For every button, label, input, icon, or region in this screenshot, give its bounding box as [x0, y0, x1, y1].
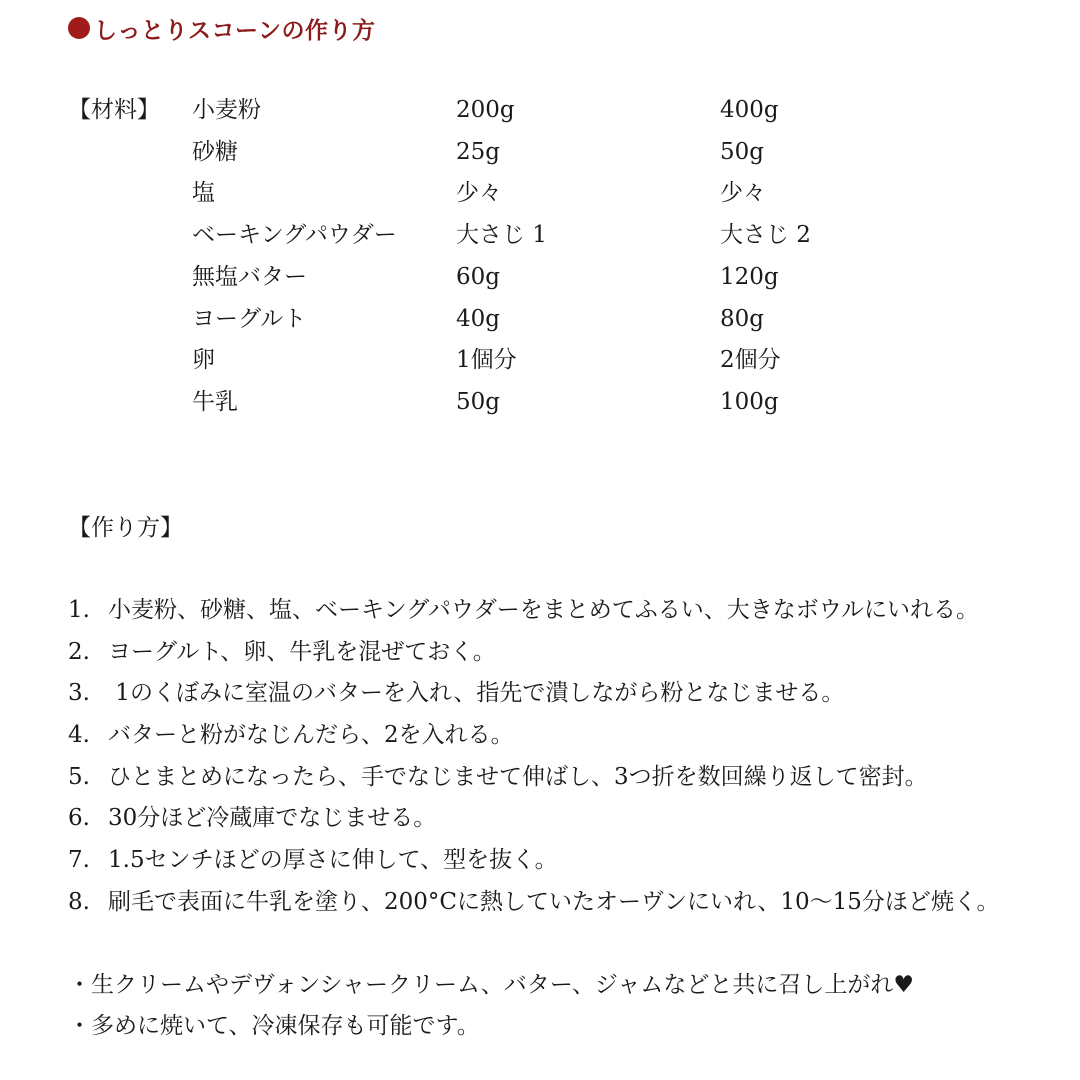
ingredient-quantity-1: 25g: [456, 139, 500, 165]
method-step: [68, 759, 1058, 795]
ingredient-row: [0, 384, 1080, 420]
storage-note: ・多めに焼いて、冷凍保存も可能です。: [68, 1013, 480, 1039]
ingredient-quantity-1: 60g: [456, 264, 500, 290]
ingredient-quantity-2: 80g: [720, 306, 764, 332]
step-number: 4.: [68, 722, 90, 748]
ingredient-quantity-2: 100g: [720, 389, 779, 415]
step-text: バターと粉がなじんだら、2を入れる。: [108, 722, 514, 748]
method-step: [68, 842, 1058, 878]
step-text: 小麦粉、砂糖、塩、ベーキングパウダーをまとめてふるい、大きなボウルにいれる。: [108, 597, 980, 623]
ingredient-quantity-2: 120g: [720, 264, 779, 290]
ingredient-name: 卵: [192, 347, 215, 373]
ingredient-quantity-1: 50g: [456, 389, 500, 415]
ingredient-quantity-2: 大さじ 2: [720, 222, 811, 248]
step-number: 6.: [68, 805, 90, 831]
method-step: [68, 675, 1058, 711]
step-text: ヨーグルト、卵、牛乳を混ぜておく。: [108, 639, 496, 665]
step-number: 5.: [68, 764, 90, 790]
ingredient-name: 塩: [192, 180, 215, 206]
method-heading: 【作り方】: [68, 515, 183, 541]
step-number: 8.: [68, 889, 90, 915]
ingredient-quantity-1: 1個分: [456, 347, 517, 373]
recipe-title: [68, 10, 376, 46]
step-number: 3.: [68, 680, 90, 706]
ingredient-quantity-2: 2個分: [720, 347, 781, 373]
ingredient-name: 無塩バター: [192, 264, 307, 290]
materials-heading: 【材料】: [68, 97, 160, 123]
red-bullet-icon: [68, 17, 90, 39]
ingredient-row: [0, 301, 1080, 337]
step-text: 30分ほど冷蔵庫でなじませる。: [108, 805, 437, 831]
ingredient-quantity-2: 50g: [720, 139, 764, 165]
step-text: 刷毛で表面に牛乳を塗り、200°Cに熱していたオーヴンにいれ、10〜15分ほど焼く。: [108, 889, 1000, 915]
method-step: [68, 717, 1058, 753]
ingredient-row: [0, 342, 1080, 378]
ingredient-quantity-1: 200g: [456, 97, 515, 123]
serving-note: ・生クリームやデヴォンシャークリーム、バター、ジャムなどと共に召し上がれ♥: [68, 972, 914, 998]
ingredient-name: 牛乳: [192, 389, 238, 415]
step-number: 1.: [68, 597, 90, 623]
ingredient-quantity-1: 40g: [456, 306, 500, 332]
step-text: 1のくぼみに室温のバターを入れ、指先で潰しながら粉となじませる。: [108, 680, 845, 706]
ingredient-row: [0, 175, 1080, 211]
ingredient-row: [0, 217, 1080, 253]
ingredient-quantity-2: 400g: [720, 97, 779, 123]
method-step: [68, 800, 1058, 836]
step-number: 7.: [68, 847, 90, 873]
method-step: [68, 634, 1058, 670]
ingredient-name: 小麦粉: [192, 97, 261, 123]
method-step: [68, 592, 1058, 628]
step-text: ひとまとめになったら、手でなじませて伸ばし、3つ折を数回繰り返して密封。: [108, 764, 928, 790]
ingredient-name: ヨーグルト: [192, 306, 307, 332]
step-text: 1.5センチほどの厚さに伸して、型を抜く。: [108, 847, 558, 873]
step-number: 2.: [68, 639, 90, 665]
ingredient-quantity-1: 大さじ 1: [456, 222, 547, 248]
ingredient-name: 砂糖: [192, 139, 238, 165]
recipe-title-text: しっとりスコーンの作り方: [94, 16, 376, 44]
ingredient-quantity-2: 少々: [720, 180, 766, 206]
ingredient-row: [0, 134, 1080, 170]
ingredient-row: [0, 92, 1080, 128]
method-step: [68, 884, 1058, 920]
ingredient-row: [0, 259, 1080, 295]
ingredient-name: ベーキングパウダー: [192, 222, 397, 248]
ingredient-quantity-1: 少々: [456, 180, 502, 206]
